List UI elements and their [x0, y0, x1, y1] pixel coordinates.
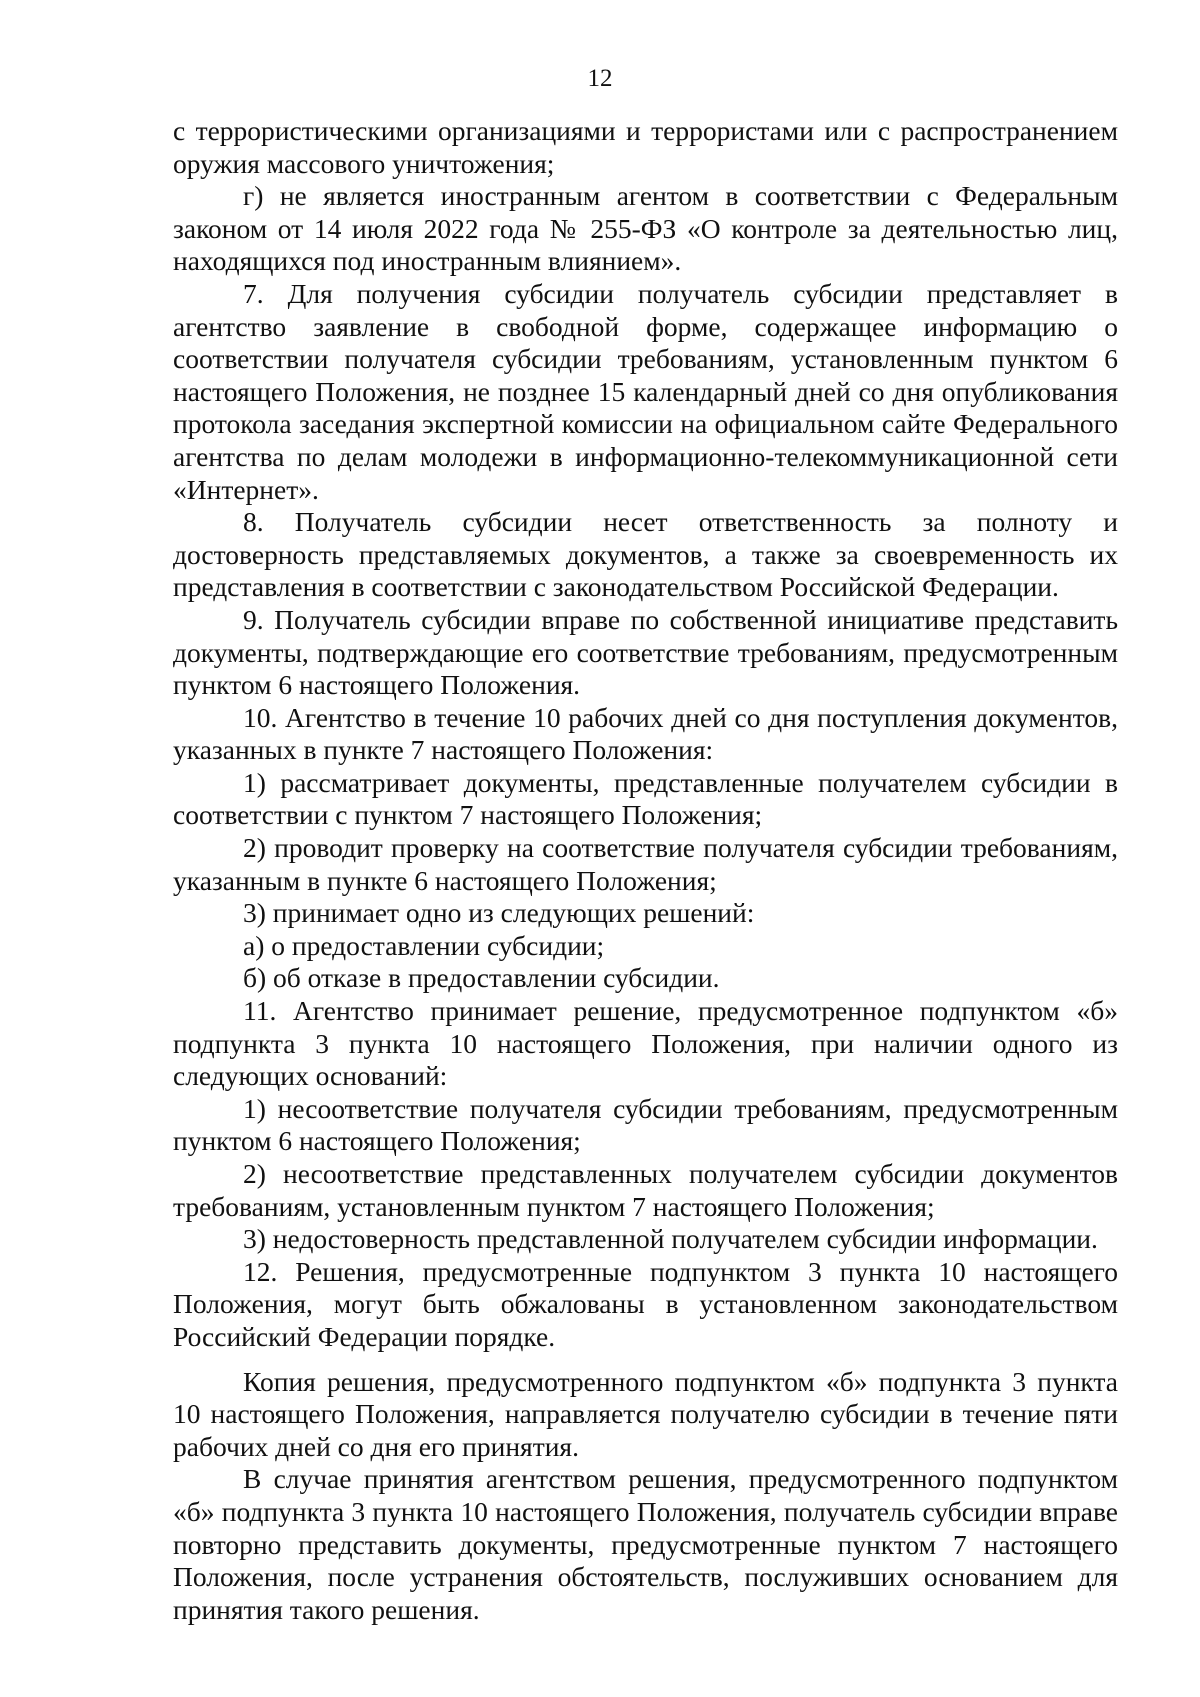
paragraph-11-item-1: 1) несоответствие получателя субсидии требованиям, предусмотренным пунктом 6 настоящего Положения; — [173, 1092, 1118, 1157]
paragraph-11-item-3: 3) недостоверность представленной получателем субсидии информации. — [243, 1223, 1098, 1255]
document-body — [173, 115, 1118, 1626]
paragraph-10-item-2: 2) проводит проверку на соответствие получателя субсидии требованиям, указанным в пункте 6 настоящего Положения; — [173, 832, 1118, 896]
paragraph-12: 12. Решения, предусмотренные подпунктом 3 пункта 10 настоящего Положения, могут быть обжалованы в установленном законодательством Российский Федерации порядке. — [173, 1255, 1118, 1352]
paragraph-8: 8. Получатель субсидии несет ответственность за полноту и достоверность представляемых документов, а также за своевременность их представления в соответствии с законодательством Российской Федерации. — [173, 506, 1118, 603]
paragraph-10-item-3b: б) об отказе в предоставлении субсидии. — [243, 962, 720, 994]
paragraph-10: 10. Агентство в течение 10 рабочих дней со дня поступления документов, указанных в пункте 7 настоящего Положения: — [173, 701, 1118, 766]
paragraph-11: 11. Агентство принимает решение, предусмотренное подпунктом «б» подпункта 3 пункта 10 настоящего Положения, при наличии одного из следующих оснований: — [173, 995, 1118, 1092]
page-number: 12 — [587, 65, 613, 92]
paragraph-10-item-3a: а) о предоставлении субсидии; — [243, 929, 605, 961]
paragraph-7: 7. Для получения субсидии получатель субсидии представляет в агентство заявление в свободной форме, содержащее информацию о соответствии получателя субсидии требованиям, установленным пунктом 6 настоящего Положения, не позднее 15 календарный дней со дня опубликования протокола заседания экспертной комиссии на официальном сайте Федерального агентства по делам молодежи в информационно-телекоммуникационной сети «Интернет». — [173, 277, 1118, 505]
paragraph-12-resubmission: В случае принятия агентством решения, предусмотренного подпунктом «б» подпункта 3 пункта 10 настоящего Положения, получатель субсидии вправе повторно представить документы, предусмотренные пунктом 7 настоящего Положения, после устранения обстоятельств, послуживших основанием для принятия такого решения. — [173, 1463, 1118, 1625]
paragraph-item-g: г) не является иностранным агентом в соответствии с Федеральным законом от 14 июля 2022 года № 255-ФЗ «О контроле за деятельностью лиц, находящихся под иностранным влиянием». — [173, 180, 1118, 277]
paragraph-10-item-3: 3) принимает одно из следующих решений: — [243, 897, 755, 929]
paragraph-10-item-1: 1) рассматривает документы, представленные получателем субсидии в соответствии с пунктом 7 настоящего Положения; — [173, 766, 1118, 831]
paragraph-11-item-2: 2) несоответствие представленных получателем субсидии документов требованиям, установленным пунктом 7 настоящего Положения; — [173, 1158, 1118, 1222]
paragraph-12-copy: Копия решения, предусмотренного подпунктом «б» подпункта 3 пункта 10 настоящего Положения, направляется получателю субсидии в течение пяти рабочих дней со дня его принятия. — [173, 1365, 1118, 1462]
paragraph-continuation: с террористическими организациями и террористами или с распространением оружия массового уничтожения; — [173, 115, 1118, 179]
paragraph-9: 9. Получатель субсидии вправе по собственной инициативе представить документы, подтверждающие его соответствие требованиям, предусмотренным пунктом 6 настоящего Положения. — [173, 603, 1118, 701]
